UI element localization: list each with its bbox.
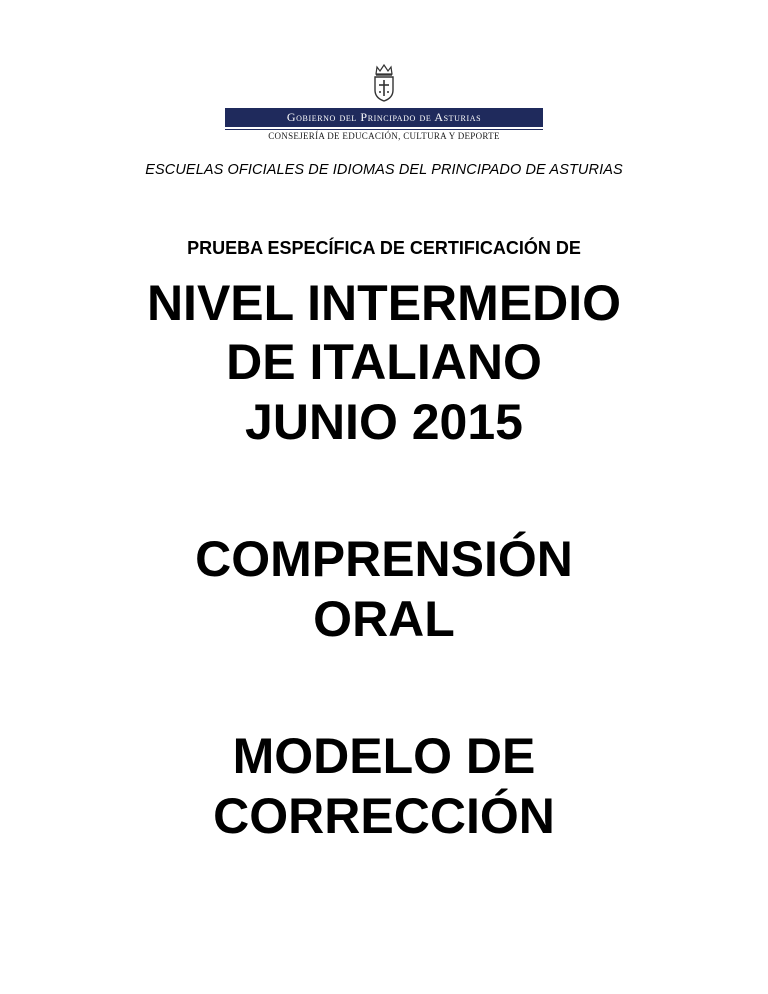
government-header: [0, 62, 768, 152]
section-line-1: COMPRENSIÓN: [195, 531, 573, 587]
title-line-language: DE ITALIANO: [226, 334, 542, 390]
institution-name: ESCUELAS OFICIALES DE IDIOMAS DEL PRINCIPADO DE ASTURIAS: [145, 162, 623, 178]
exam-label: PRUEBA ESPECÍFICA DE CERTIFICACIÓN DE: [187, 238, 581, 258]
coat-of-arms-icon: [370, 62, 398, 102]
type-line-1: MODELO DE: [232, 728, 536, 784]
government-name: Gobierno del Principado de Asturias: [286, 110, 482, 124]
government-name-bar: [225, 108, 543, 127]
title-line-date: JUNIO 2015: [245, 394, 523, 450]
section-line-2: ORAL: [313, 591, 455, 647]
header-divider: [225, 129, 543, 130]
department-name: CONSEJERÍA DE EDUCACIÓN, CULTURA Y DEPORTE: [268, 131, 500, 141]
title-line-level: NIVEL INTERMEDIO: [146, 275, 622, 331]
type-line-2: CORRECCIÓN: [213, 788, 555, 844]
